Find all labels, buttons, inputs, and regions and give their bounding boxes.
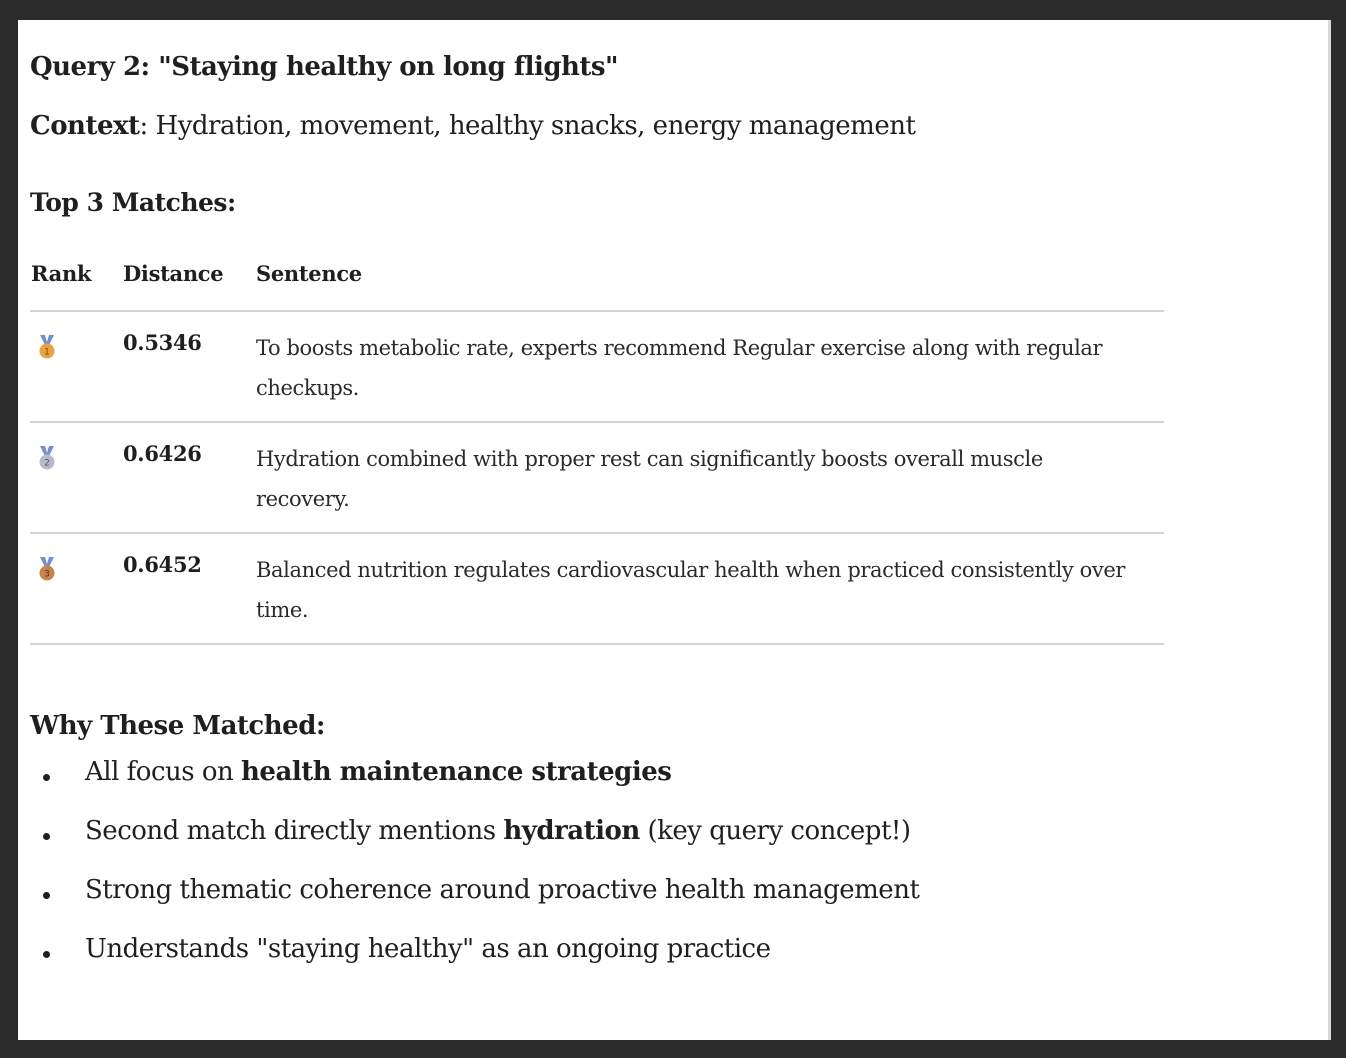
bullet-icon — [43, 951, 50, 958]
gold-medal-icon — [37, 334, 57, 360]
rank-number: 3 — [44, 569, 50, 580]
header-rank: Rank — [31, 261, 92, 286]
item-text: Strong thematic coherence around proactive health management — [85, 875, 920, 905]
silver-medal-icon — [37, 445, 57, 471]
item-text-after: (key query concept!) — [639, 816, 911, 846]
list-item — [30, 934, 919, 993]
sentence-text: To boosts metabolic rate, experts recommend Regular exercise along with regular checkups. — [256, 336, 1103, 400]
bullet-icon — [43, 892, 50, 899]
context-label: Context — [30, 111, 140, 141]
query-title: Query 2: "Staying healthy on long flights" — [30, 52, 619, 82]
item-text: All focus on — [85, 757, 242, 787]
context-text: : Hydration, movement, healthy snacks, energy management — [139, 111, 916, 141]
rank-number: 1 — [44, 347, 50, 358]
table-row — [30, 423, 1164, 534]
matches-table — [30, 260, 1164, 645]
why-list — [30, 757, 919, 993]
why-heading: Why These Matched: — [30, 711, 325, 741]
list-item — [30, 757, 919, 816]
header-distance: Distance — [123, 261, 224, 286]
item-text: Second match directly mentions — [85, 816, 504, 846]
list-item — [30, 816, 919, 875]
distance-value: 0.5346 — [123, 330, 202, 355]
bronze-medal-icon — [37, 556, 57, 582]
table-header — [30, 260, 1164, 312]
matches-heading: Top 3 Matches: — [30, 188, 236, 217]
document-page — [18, 20, 1331, 1040]
sentence-text: Hydration combined with proper rest can significantly boosts overall muscle recovery. — [256, 447, 1043, 511]
list-item — [30, 875, 919, 934]
bullet-icon — [43, 833, 50, 840]
item-text: Understands "staying healthy" as an ongoing practice — [85, 934, 771, 964]
sentence-text: Balanced nutrition regulates cardiovascular health when practiced consistently over time. — [256, 558, 1126, 622]
header-sentence: Sentence — [256, 261, 362, 286]
rank-number: 2 — [44, 458, 50, 469]
bullet-icon — [43, 774, 50, 781]
table-row — [30, 534, 1164, 645]
table-row — [30, 312, 1164, 423]
item-bold-text: hydration — [503, 816, 640, 846]
distance-value: 0.6426 — [123, 441, 202, 466]
context-line — [30, 111, 915, 141]
distance-value: 0.6452 — [123, 552, 202, 577]
item-bold-text: health maintenance strategies — [241, 757, 672, 787]
